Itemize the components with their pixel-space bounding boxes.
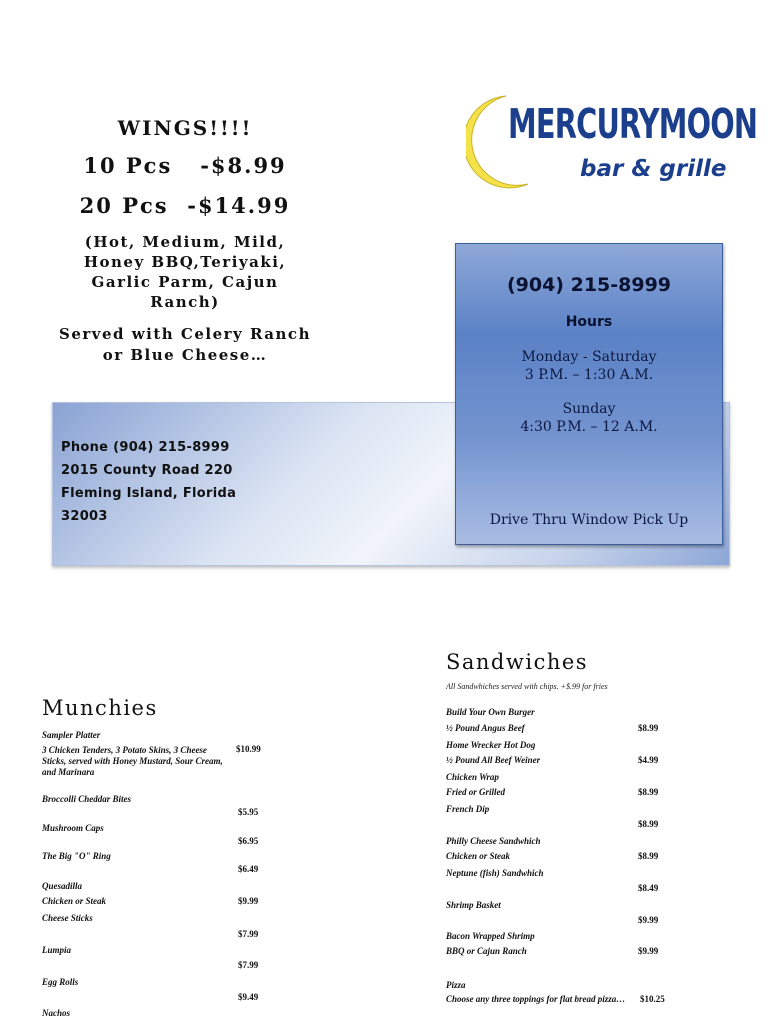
sandwiches-note: All Sandwhiches served with chips. +$.99 for fries	[446, 682, 608, 691]
menu-item-price: $7.99	[238, 960, 259, 970]
menu-item-price: $6.49	[238, 864, 259, 874]
mercury-moon-logo	[466, 92, 758, 192]
wings-flavors: (Hot, Medium, Mild, Honey BBQ,Teriyaki, Garlic Parm, Cajun Ranch)	[83, 233, 287, 311]
menu-item-price: $8.49	[638, 883, 659, 893]
menu-item-price: $6.95	[238, 836, 259, 846]
menu-item-name: French Dip	[446, 804, 490, 814]
contact-block	[61, 436, 236, 528]
menu-item-price: $9.99	[238, 896, 259, 906]
menu-item-price: $9.49	[238, 992, 259, 1002]
menu-item-name: Egg Rolls	[42, 977, 79, 987]
menu-item-name: Home Wrecker Hot Dog	[446, 740, 536, 750]
menu-item-name: Philly Cheese Sandwhich	[446, 836, 541, 846]
menu-item-name: Build Your Own Burger	[446, 707, 535, 717]
menu-item-price: $8.99	[638, 723, 659, 733]
contact-phone: Phone (904) 215-8999	[61, 440, 230, 455]
menu-item-name: Sampler Platter	[42, 730, 101, 740]
menu-item-sub: Chicken or Steak	[446, 851, 511, 861]
weekday-days: Monday - Saturday	[521, 349, 657, 365]
menu-item-price: $8.99	[638, 851, 659, 861]
menu-item-name: Broccolli Cheddar Bites	[42, 794, 132, 804]
wings-10-price: 10 Pcs -$8.99	[83, 153, 287, 178]
menu-item-name: Bacon Wrapped Shrimp	[446, 931, 535, 941]
menu-item-name: Shrimp Basket	[446, 900, 501, 910]
menu-item-price: $4.99	[638, 755, 659, 765]
menu-item-sub: Chicken or Steak	[42, 896, 107, 906]
menu-item-name: Mushroom Caps	[42, 823, 104, 833]
contact-street: 2015 County Road 220	[61, 463, 233, 478]
drive-thru-note: Drive Thru Window Pick Up	[489, 512, 689, 528]
menu-item-price: $7.99	[238, 929, 259, 939]
menu-item-name: Neptune (fish) Sandwhich	[446, 868, 544, 878]
wings-served-with: Served with Celery Ranch or Blue Cheese…	[59, 325, 311, 364]
sunday-time: 4:30 P.M. – 12 A.M.	[520, 419, 658, 435]
menu-item-name: Pizza	[446, 980, 466, 990]
menu-item-price: $9.99	[638, 915, 659, 925]
hours-phone: (904) 215-8999	[506, 274, 672, 296]
menu-item-name: Quesadilla	[42, 881, 83, 891]
menu-item-name: Nachos	[42, 1008, 71, 1018]
menu-item-name: Chicken Wrap	[446, 772, 499, 782]
menu-item-desc: Choose any three toppings for flat bread pizza…	[446, 994, 626, 1004]
menu-item-price: $10.99	[236, 744, 261, 754]
menu-item-name: Lumpia	[42, 945, 72, 955]
weekday-time: 3 P.M. – 1:30 A.M.	[524, 367, 654, 383]
menu-item-price: $10.25	[640, 994, 665, 1004]
menu-item-price: $9.99	[638, 946, 659, 956]
wings-title: WINGS!!!!	[117, 116, 253, 140]
menu-item-sub: ½ Pound All Beef Weiner	[446, 755, 541, 765]
hours-label: Hours	[565, 314, 613, 330]
menu-item-sub: ½ Pound Angus Beef	[446, 723, 525, 733]
logo-wordmark: MERCURYMOON	[508, 100, 758, 148]
contact-zip: 32003	[61, 509, 108, 524]
sunday-days: Sunday	[562, 401, 616, 417]
contact-city: Fleming Island, Florida	[61, 486, 237, 501]
menu-item-sub: Fried or Grilled	[446, 787, 506, 797]
menu-item-name: Cheese Sticks	[42, 913, 93, 923]
sandwiches-heading: Sandwiches	[446, 650, 589, 674]
menu-item-price: $5.95	[238, 807, 259, 817]
munchies-heading: Munchies	[42, 696, 158, 720]
wings-section	[40, 114, 330, 366]
wings-20-price: 20 Pcs -$14.99	[79, 193, 291, 218]
menu-item-sub: BBQ or Cajun Ranch	[446, 946, 527, 956]
logo-subtitle: bar & grille	[580, 156, 727, 182]
hours-box	[455, 243, 723, 545]
menu-item-price: $8.99	[638, 787, 659, 797]
menu-item-desc: 3 Chicken Tenders, 3 Potato Skins, 3 Cheese Sticks, served with Honey Mustard, Sour Cream, and Marinara	[42, 745, 223, 777]
menu-item-price: $8.99	[638, 819, 659, 829]
menu-item-name: The Big "O" Ring	[42, 851, 111, 861]
